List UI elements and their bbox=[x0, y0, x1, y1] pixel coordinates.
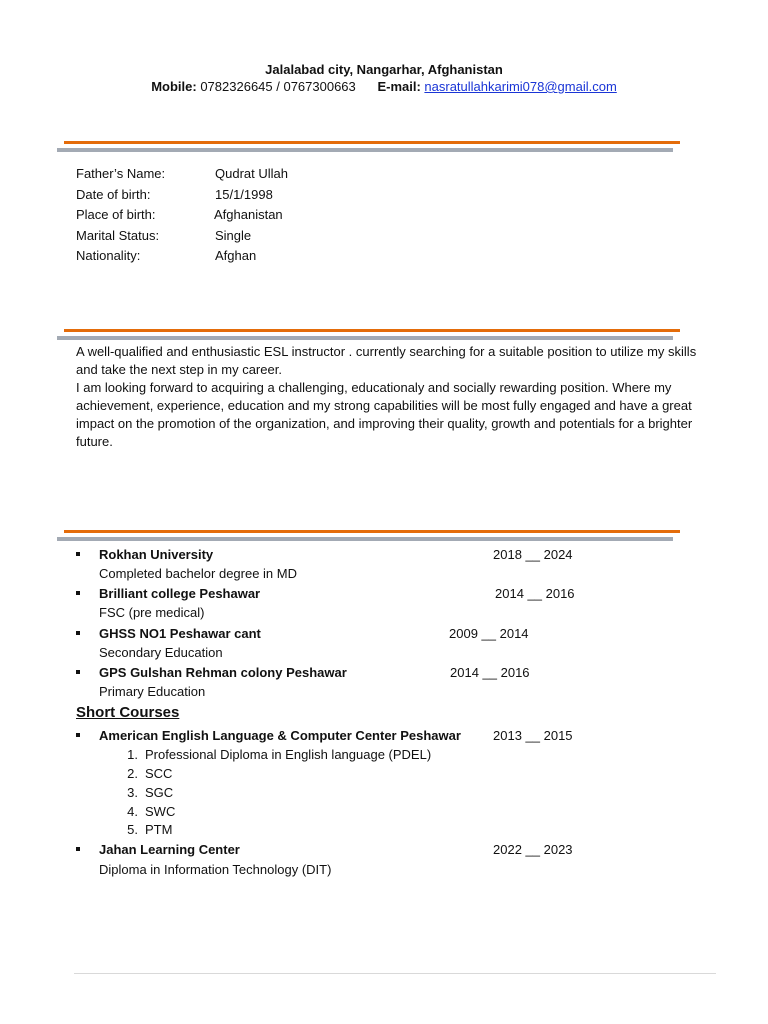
info-label: Father’s Name: bbox=[76, 166, 166, 181]
item-number: 4. bbox=[127, 804, 138, 819]
address-line: Jalalabad city, Nangarhar, Afghanistan bbox=[265, 62, 503, 77]
education-description: FSC (pre medical) bbox=[99, 605, 205, 620]
email-link[interactable]: nasratullahkarimi078@gmail.com bbox=[424, 79, 617, 94]
info-value: Single bbox=[215, 228, 252, 243]
item-text: Professional Diploma in English language (PDEL) bbox=[145, 747, 432, 762]
item-text: SGC bbox=[145, 785, 174, 800]
objective-paragraph: A well-qualified and enthusiastic ESL instructor . currently searching for a suitable position to utilize my skills and take the next step in my career. bbox=[76, 344, 697, 377]
info-label: Nationality: bbox=[76, 248, 141, 263]
bullet-icon bbox=[76, 733, 80, 737]
education-item bbox=[76, 545, 596, 564]
course-provider: Jahan Learning Center bbox=[99, 842, 240, 857]
info-label: Marital Status: bbox=[76, 228, 160, 243]
item-text: SWC bbox=[145, 804, 176, 819]
item-text: PTM bbox=[145, 822, 173, 837]
mobile-value: 0782326645 / 0767300663 bbox=[200, 79, 356, 94]
bullet-icon bbox=[76, 591, 80, 595]
item-text: SCC bbox=[145, 766, 173, 781]
item-number: 3. bbox=[127, 785, 138, 800]
institution-name: GPS Gulshan Rehman colony Peshawar bbox=[99, 665, 347, 680]
info-value: Qudrat Ullah bbox=[215, 166, 288, 181]
bullet-icon bbox=[76, 847, 80, 851]
bullet-icon bbox=[76, 552, 80, 556]
education-years: 2018 __ 2024 bbox=[493, 547, 573, 562]
bullet-icon bbox=[76, 631, 80, 635]
short-courses-heading: Short Courses bbox=[76, 704, 180, 721]
section-divider-orange bbox=[64, 141, 680, 144]
education-item bbox=[76, 663, 596, 682]
info-value: 15/1/1998 bbox=[215, 187, 273, 202]
info-value: Afghan bbox=[215, 248, 257, 263]
info-value: Afghanistan bbox=[214, 207, 283, 222]
institution-name: Brilliant college Peshawar bbox=[99, 586, 261, 601]
bullet-icon bbox=[76, 670, 80, 674]
section-divider-orange bbox=[64, 329, 680, 332]
info-label: Date of birth: bbox=[76, 187, 151, 202]
item-number: 2. bbox=[127, 766, 138, 781]
objective-paragraph: I am looking forward to acquiring a challenging, educationaly and socially rewarding position. Where my achievement, experience, education and my strong capabilities will be most fully engaged and have a great impact on the promotion of the organization, and improving their quality, growth and potentials for a brighter future. bbox=[76, 380, 693, 449]
course-years: 2013 __ 2015 bbox=[493, 728, 573, 743]
education-years: 2014 __ 2016 bbox=[450, 665, 530, 680]
footer-divider bbox=[74, 973, 716, 974]
objective-section bbox=[76, 343, 716, 451]
info-label: Place of birth: bbox=[76, 207, 156, 222]
course-description: Diploma in Information Technology (DIT) bbox=[99, 862, 332, 877]
course-item bbox=[76, 726, 596, 745]
mobile-label: Mobile: bbox=[151, 79, 197, 94]
course-provider: American English Language & Computer Center Peshawar bbox=[99, 728, 461, 743]
section-divider-gray bbox=[57, 537, 673, 541]
institution-name: GHSS NO1 Peshawar cant bbox=[99, 626, 261, 641]
section-divider-orange bbox=[64, 530, 680, 533]
course-years: 2022 __ 2023 bbox=[493, 842, 573, 857]
email-label: E-mail: bbox=[377, 79, 421, 94]
education-years: 2009 __ 2014 bbox=[449, 626, 529, 641]
education-item bbox=[76, 584, 596, 603]
education-years: 2014 __ 2016 bbox=[495, 586, 575, 601]
section-divider-gray bbox=[57, 148, 673, 152]
course-item bbox=[76, 840, 596, 859]
education-description: Primary Education bbox=[99, 684, 206, 699]
section-divider-gray bbox=[57, 336, 673, 340]
education-item bbox=[76, 624, 596, 643]
education-description: Completed bachelor degree in MD bbox=[99, 566, 297, 581]
institution-name: Rokhan University bbox=[99, 547, 214, 562]
contact-line bbox=[0, 79, 768, 94]
item-number: 5. bbox=[127, 822, 138, 837]
item-number: 1. bbox=[127, 747, 138, 762]
education-description: Secondary Education bbox=[99, 645, 223, 660]
